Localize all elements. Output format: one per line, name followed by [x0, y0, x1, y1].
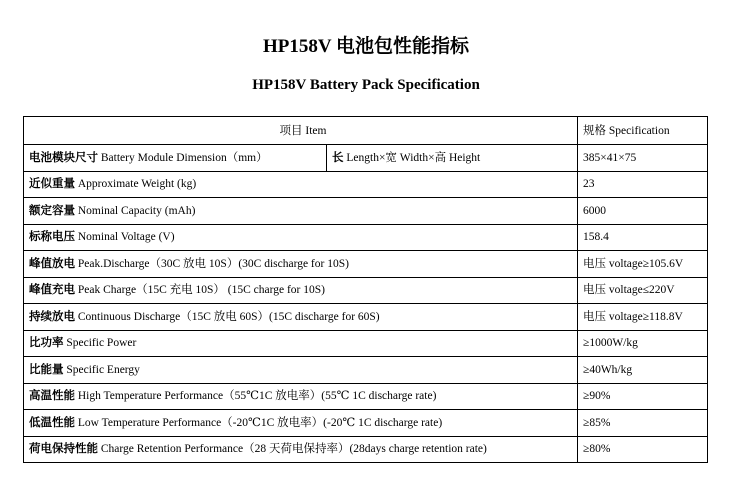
header-specification: 规格 Specification — [578, 117, 708, 145]
table-row — [24, 224, 708, 251]
row-value: 电压 voltage≥105.6V — [578, 251, 708, 278]
row-label-en: Nominal Voltage (V) — [75, 231, 175, 244]
row-label — [24, 251, 578, 278]
table-header-row — [24, 117, 708, 145]
row-value: ≥80% — [578, 436, 708, 463]
row-sublabel-en: Length×宽 Width×高 Height — [343, 151, 481, 164]
table-row — [24, 436, 708, 463]
row-label-cn: 低温性能 — [29, 416, 75, 429]
row-label — [24, 383, 578, 410]
row-label — [24, 410, 578, 437]
row-value: 23 — [578, 171, 708, 198]
row-label — [24, 436, 578, 463]
row-label-en: Specific Energy — [63, 363, 140, 376]
row-label-en: Continuous Discharge（15C 放电 60S）(15C discharge for 60S) — [75, 310, 380, 323]
row-value: ≥1000W/kg — [578, 330, 708, 357]
table-row — [24, 330, 708, 357]
page-title: HP158V 电池包性能指标 — [262, 36, 469, 57]
row-label-cn: 峰值充电 — [29, 284, 75, 297]
row-sublabel-cn: 长 — [332, 151, 344, 164]
header-item: 项目 Item — [24, 117, 578, 145]
row-label-en: Low Temperature Performance（-20℃1C 放电率）(-20℃ 1C discharge rate) — [75, 416, 443, 429]
row-value: 385×41×75 — [578, 145, 708, 172]
row-label — [24, 145, 327, 172]
table-row — [24, 357, 708, 384]
table-row — [24, 251, 708, 278]
row-label-en: Charge Retention Performance（28 天荷电保持率）(28days charge retention rate) — [98, 443, 487, 456]
table-row — [24, 383, 708, 410]
row-label-cn: 标称电压 — [29, 231, 75, 244]
row-value: ≥40Wh/kg — [578, 357, 708, 384]
table-row — [24, 198, 708, 225]
table-row — [24, 304, 708, 331]
row-value: 电压 voltage≥118.8V — [578, 304, 708, 331]
row-label — [24, 330, 578, 357]
table-row — [24, 145, 708, 172]
row-label-en: Peak.Discharge（30C 放电 10S）(30C discharge for 10S) — [75, 257, 349, 270]
row-label-cn: 额定容量 — [29, 204, 75, 217]
row-value: 6000 — [578, 198, 708, 225]
row-label — [24, 357, 578, 384]
page-subtitle: HP158V Battery Pack Specification — [252, 77, 480, 93]
row-label-cn: 近似重量 — [29, 178, 75, 191]
row-value: 电压 voltage≤220V — [578, 277, 708, 304]
row-label-en: Approximate Weight (kg) — [75, 178, 197, 191]
row-label-cn: 高温性能 — [29, 390, 75, 403]
row-label — [24, 198, 578, 225]
table-row — [24, 277, 708, 304]
table-row — [24, 171, 708, 198]
row-label-en: Nominal Capacity (mAh) — [75, 204, 196, 217]
row-label-cn: 持续放电 — [29, 310, 75, 323]
row-label-en: Battery Module Dimension（mm） — [98, 151, 268, 164]
row-label — [24, 171, 578, 198]
row-label-en: Peak Charge（15C 充电 10S） (15C charge for 10S) — [75, 284, 325, 297]
row-label-cn: 荷电保持性能 — [29, 443, 98, 456]
row-label-en: High Temperature Performance（55℃1C 放电率）(55℃ 1C discharge rate) — [75, 390, 437, 403]
row-label — [24, 224, 578, 251]
row-label-cn: 电池模块尺寸 — [29, 151, 98, 164]
row-label — [24, 304, 578, 331]
row-label-cn: 比功率 — [29, 337, 64, 350]
row-label-cn: 比能量 — [29, 363, 64, 376]
row-label-cn: 峰值放电 — [29, 257, 75, 270]
row-label-en: Specific Power — [63, 337, 137, 350]
table-row — [24, 410, 708, 437]
row-value: ≥90% — [578, 383, 708, 410]
specification-table — [23, 116, 708, 463]
row-sublabel — [327, 145, 578, 172]
row-value: 158.4 — [578, 224, 708, 251]
row-value: ≥85% — [578, 410, 708, 437]
row-label — [24, 277, 578, 304]
